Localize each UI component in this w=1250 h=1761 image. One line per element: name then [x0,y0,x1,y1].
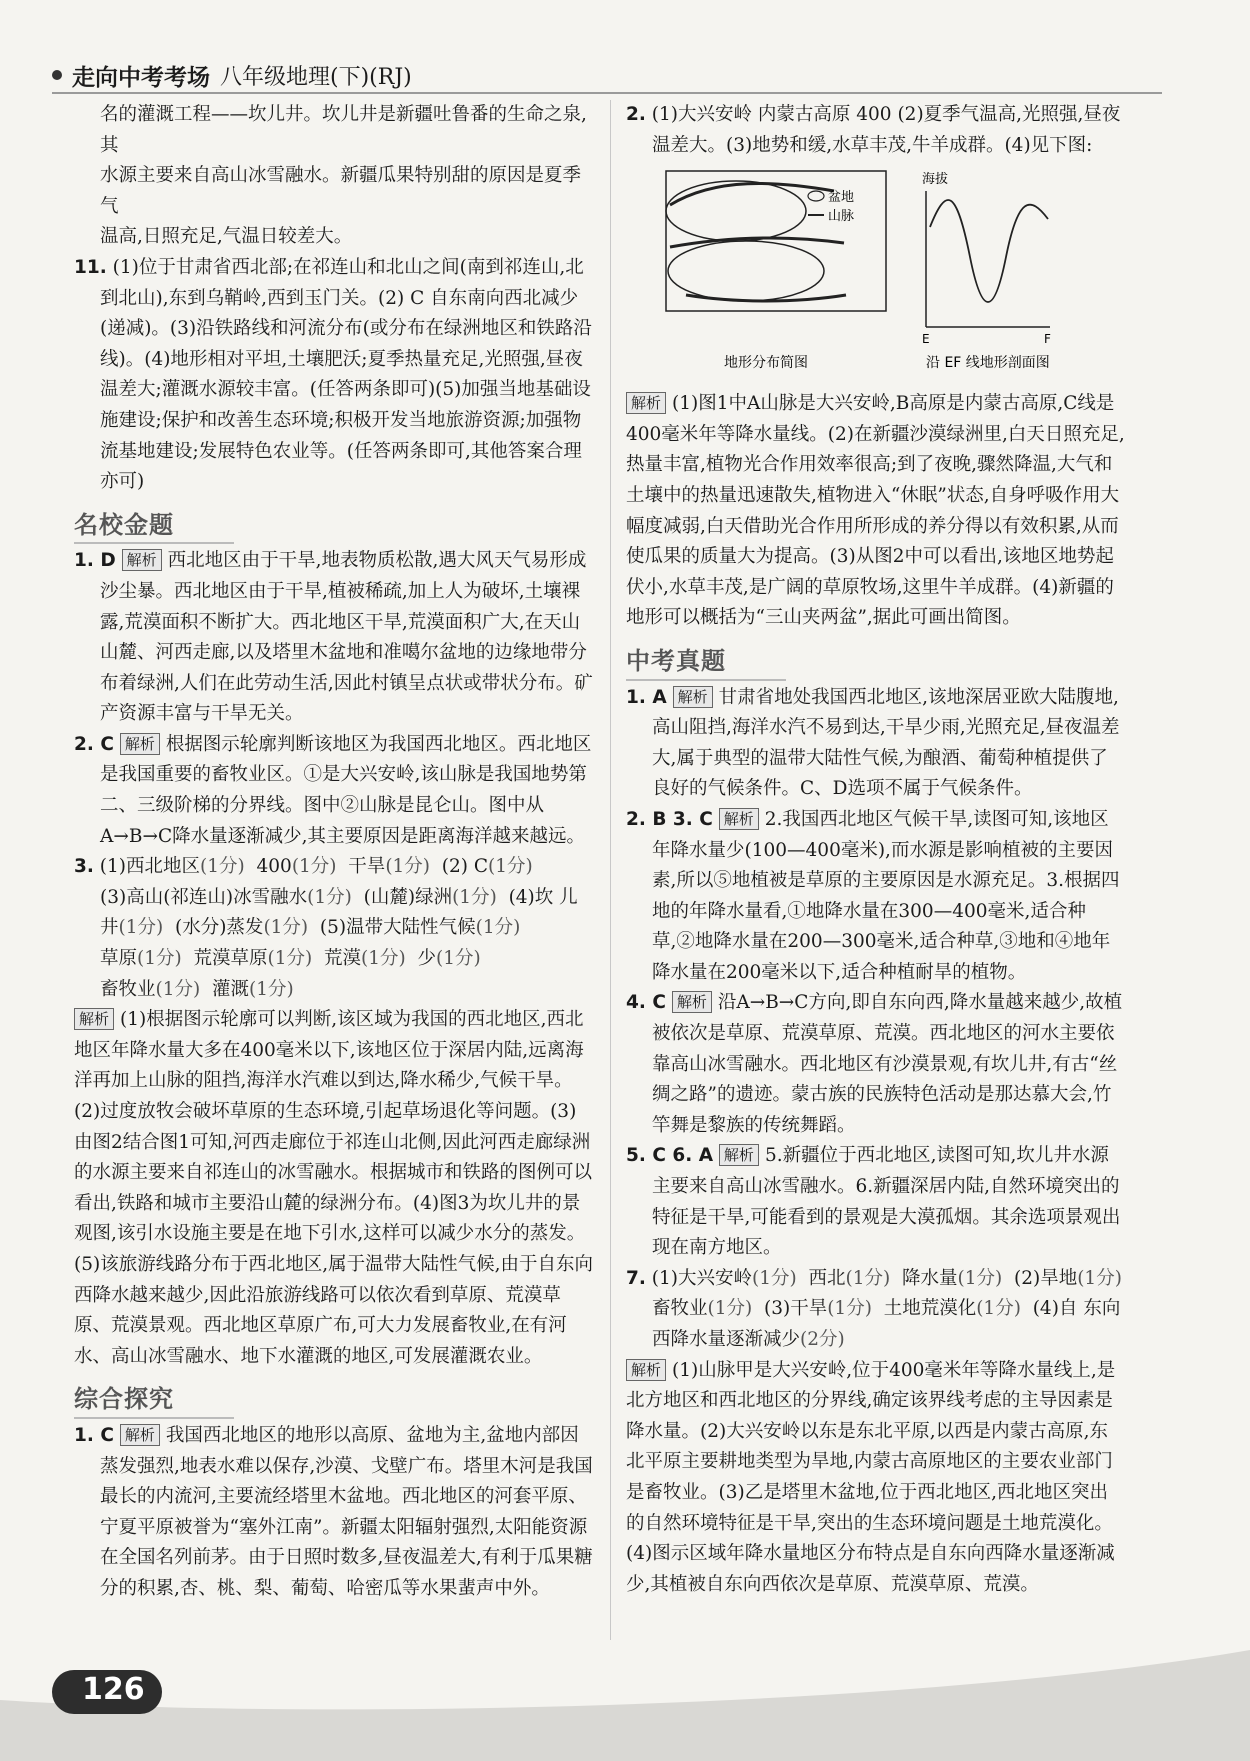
answer-text: 我国西北地区的地形以高原、盆地为主,盆地内部因蒸发强烈,地表水难以保存,沙漠、戈壁广布。塔里木河是我国最长的内流河,主要流经塔里木盆地。西北地区的河套平原、宁夏平原被誉为“塞外江南”。新疆太阳辐射强烈,太阳能资源在全国名列前茅。由于日照时数多,昼夜温差大,有利于瓜果糖分的积累,杏、桃、梨、葡萄、哈密瓜等水果蜚声中外。 [100,1424,593,1599]
basin-outline [666,181,806,241]
answer-number: 1. A [626,686,667,708]
footer-shade [0,1650,1250,1761]
analysis-tag: 解析 [672,991,712,1013]
answer-s1-3: 3. (1)西北地区(1分) 400(1分) 干旱(1分) (2) C(1分) (3)高山(祁连山)冰雪融水(1分) (山麓)绿洲(1分) (4)坎 儿井(1分) (水分)蒸发(1分) (5)温带大陆性气候(1分) 草原(1分) 荒漠草原(1分) 荒漠(1分) 少(1分) 畜牧业(1分) 灌溉(1分) 解析 (1)根据图示轮廓可以判断,该区域为我国的西北地区,西北地区年降水量大多在400毫米以下,该地区位于深居内陆,远离海洋再加上山脉的阻挡,海洋水汽难以到达,降水稀少,气候干旱。(2)过度放牧会破坏草原的生态环境,引起草场退化等问题。(3)由图2结合图1可知,河西走廊位于祁连山北侧,因此河西走廊绿洲的水源主要来自祁连山的冰雪融水。根据城市和铁路的图例可以看出,铁路和城市主要沿山麓的绿洲分布。(4)图3为坎儿井的景观图,该引水设施主要是在地下引水,这样可以减少水分的蒸发。(5)该旅游线路分布于西北地区,属于温带大陆性气候,由于自东向西降水越来越少,因此沿旅游线路可以依次看到草原、荒漠草原、荒漠景观。西北地区草原广布,可大力发展畜牧业,在有河水、高山冰雪融水、地下水灌溉的地区,可发展灌溉农业。 [74,852,594,1372]
section-title: 综合探究 [74,1384,594,1419]
profile-y-label: 海拔 [922,172,949,188]
answer-number: 11. [74,256,107,278]
answer-number: 1. C [74,1424,114,1446]
answer-z5 [626,1141,1126,1263]
legend-basin-label: 盆地 [828,190,855,206]
answer-text: 甘肃省地处我国西北地区,该地深居亚欧大陆腹地,高山阻挡,海洋水汽不易到达,干旱少雨,光照充足,昼夜温差大,属于典型的温带大陆性气候,为酿酒、葡萄种植提供了良好的气候条件。C、D选项不属于气候条件。 [652,686,1120,800]
figure-caption: 地形分布简图 [724,355,808,372]
column-divider [610,100,611,1640]
section-title: 中考真题 [626,646,1126,681]
answer-number: 3. [74,856,94,878]
answer-text: (1)图1中A山脉是大兴安岭,B高原是内蒙古高原,C线是400毫米年等降水量线。(2)在新疆沙漠绿洲里,白天日照充足,热量丰富,植物光合作用效率很高;到了夜晚,骤然降温,大气和土壤中的热量迅速散失,植物进入“休眠”状态,自身呼吸作用大幅度减弱,白天借助光合作用所形成的养分得以有效积累,从而使瓜果的质量大为提高。(3)从图2中可以看出,该地区地势起伏小,水草丰茂,是广阔的草原牧场,这里牛羊成群。(4)新疆的地形可以概括为“三山夹两盆”,据此可画出简图。 [626,393,1125,629]
analysis-tag: 解析 [673,686,713,708]
answer-11 [74,253,594,498]
analysis-tag: 解析 [122,549,162,571]
analysis-tag: 解析 [626,1359,666,1381]
intro-line: 名的灌溉工程——坎儿井。坎儿井是新疆吐鲁番的生命之泉,其 [100,104,587,156]
intro-line: 温高,日照充足,气温日较差大。 [100,226,353,248]
profile-curve [930,200,1048,302]
legend-mountain-label: 山脉 [828,209,855,225]
book-subtitle: 八年级地理(下)(RJ) [220,64,412,90]
answer-number: 2. C [74,733,114,755]
right-column [626,100,1126,1600]
book-title: 走向中考考场 [72,63,210,91]
page-footer-curve [0,1640,1250,1761]
analysis-paragraph [74,1005,594,1372]
legend-basin-icon [808,191,824,201]
answer-s1-1 [74,546,594,730]
bullet-dot-icon [52,70,62,80]
mountain-line [670,238,844,247]
answer-z7: 7. (1)大兴安岭(1分) 西北(1分) 降水量(1分) (2)旱地(1分) 畜牧业(1分) (3)干旱(1分) 土地荒漠化(1分) (4)自 东向西降水量逐渐减少(2分) 解析 (1)山脉甲是大兴安岭,位于400毫米年等降水量线上,是北方地区和西北地区的分界线,确定该界线考虑的主导因素是降水量。(2)大兴安岭以东是东北平原,以西是内蒙古高原,东北平原主要耕地类型为旱地,内蒙古高原地区的主要农业部门是畜牧业。(3)乙是塔里木盆地,位于西北地区,西北地区突出的自然环境特征是干旱,突出的生态环境问题是土地荒漠化。(4)图示区域年降水量地区分布特点是自东向西降水量逐渐减少,其植被自东向西依次是草原、荒漠草原、荒漠。 [626,1264,1126,1601]
section-title: 名校金题 [74,510,594,545]
figure-svg [626,167,1126,387]
answer-number: 2. B 3. C [626,808,713,830]
answer-number: 1. D [74,550,116,572]
left-column [74,100,594,1605]
answer-text: 沿A→B→C方向,即自东向西,降水量越来越少,故植被依次是草原、荒漠草原、荒漠。西北地区的河水主要依靠高山冰雪融水。西北地区有沙漠景观,有坎儿井,有古“丝绸之路”的遗迹。蒙古族的民族特色活动是那达慕大会,竹竿舞是黎族的传统舞蹈。 [652,992,1123,1136]
basin-outline [668,241,824,301]
answer-s1-2 [74,730,594,852]
answer-text: 西北地区由于干旱,地表物质松散,遇大风天气易形成沙尘暴。西北地区由于干旱,植被稀疏,加上人为破坏,土壤裸露,荒漠面积不断扩大。西北地区干旱,荒漠面积广大,在天山山麓、河西走廊,以及塔里木盆地和准噶尔盆地的边缘地带分布着绿洲,人们在此劳动生活,因此村镇呈点状或带状分布。矿产资源丰富与干旱无关。 [100,550,593,725]
answer-number: 4. C [626,992,666,1014]
answer-z4 [626,988,1126,1141]
answer-number: 7. [626,1267,646,1289]
answer-text: (1)位于甘肃省西北部;在祁连山和北山之间(南到祁连山,北到北山),东到乌鞘岭,西到玉门关。(2) C 自东南向西北减少(递减)。(3)沿铁路线和河流分布(或分布在绿洲地区和铁路沿线)。(4)地形相对平坦,土壤肥沃;夏季热量充足,光照强,昼夜温差大;灌溉水源较丰富。(任答两条即可)(5)加强当地基础设施建设;保护和改善生态环境;积极开发当地旅游资源;加强物流基地建设;发展特色农业等。(任答两条即可,其他答案合理亦可) [100,256,592,493]
answer-number: 5. C 6. A [626,1145,714,1167]
intro-line: 水源主要来自高山冰雪融水。新疆瓜果特别甜的原因是夏季气 [100,165,582,217]
mountain-line [686,295,846,301]
answer-text: (1)根据图示轮廓可以判断,该区域为我国的西北地区,西北地区年降水量大多在400毫米以下,该地区位于深居内陆,远离海洋再加上山脉的阻挡,海洋水汽难以到达,降水稀少,气候干旱。(2)过度放牧会破坏草原的生态环境,引起草场退化等问题。(3)由图2结合图1可知,河西走廊位于祁连山北侧,因此河西走廊绿洲的水源主要来自祁连山的冰雪融水。根据城市和铁路的图例可以看出,铁路和城市主要沿山麓的绿洲分布。(4)图3为坎儿井的景观图,该引水设施主要是在地下引水,这样可以减少水分的蒸发。(5)该旅游线路分布于西北地区,属于温带大陆性气候,由于自东向西降水越来越少,因此沿旅游线路可以依次看到草原、荒漠草原、荒漠景观。西北地区草原广布,可大力发展畜牧业,在有河水、高山冰雪融水、地下水灌溉的地区,可发展灌溉农业。 [74,1009,593,1367]
figure-caption: 沿 EF 线地形剖面图 [926,355,1050,372]
analysis-tag: 解析 [74,1008,114,1030]
analysis-tag: 解析 [719,808,759,830]
analysis-tag: 解析 [120,733,160,755]
answer-z2 [626,805,1126,989]
answer-text: 2.我国西北地区气候干旱,读图可知,该地区年降水量少(100—400毫米),而水源是影响植被的主要因素,所以⑤地植被是草原的主要原因是水源充足。3.根据四地的年降水量看,①地降水量在300—400毫米,适合种草,②地降水量在200—300毫米,适合种草,③地和④地年降水量在200毫米以下,适合种植耐旱的植物。 [652,808,1120,983]
answer-s2-1 [74,1421,594,1605]
answer-text: (1)山脉甲是大兴安岭,位于400毫米年等降水量线上,是北方地区和西北地区的分界线,确定该界线考虑的主导因素是降水量。(2)大兴安岭以东是东北平原,以西是内蒙古高原,东北平原主要耕地类型为旱地,内蒙古高原地区的主要农业部门是畜牧业。(3)乙是塔里木盆地,位于西北地区,西北地区突出的自然环境特征是干旱,突出的生态环境问题是土地荒漠化。(4)图示区域年降水量地区分布特点是自东向西降水量逐渐减少,其植被自东向西依次是草原、荒漠草原、荒漠。 [626,1359,1116,1595]
analysis-paragraph [626,389,1126,634]
running-header [52,58,412,92]
analysis-tag: 解析 [626,392,666,414]
answer-2 [626,100,1126,161]
profile-e-label: E [922,332,930,347]
analysis-tag: 解析 [120,1424,160,1446]
answer-text: 5.新疆位于西北地区,读图可知,坎儿井水源主要来自高山冰雪融水。6.新疆深居内陆,自然环境突出的特征是干旱,可能看到的景观是大漠孤烟。其余选项景观出现在南方地区。 [652,1145,1121,1259]
analysis-paragraph [626,1356,1126,1601]
answer-figures [626,167,1126,387]
page-number: 126 [82,1672,145,1707]
answer-number: 2. [626,104,646,125]
answer-z1 [626,683,1126,805]
analysis-tag: 解析 [719,1144,759,1166]
answer-text: (1)大兴安岭 内蒙古高原 400 (2)夏季气温高,光照强,昼夜温差大。(3)地势和缓,水草丰茂,牛羊成群。(4)见下图: [651,104,1121,156]
answer-text: 根据图示轮廓判断该地区为我国西北地区。西北地区是我国重要的畜牧业区。①是大兴安岭,该山脉是我国地势第二、三级阶梯的分界线。图中②山脉是昆仑山。图中从A→B→C降水量逐渐减少,其主要原因是距离海洋越来越远。 [100,733,592,847]
profile-f-label: F [1044,332,1051,347]
header-rule [52,92,1162,94]
